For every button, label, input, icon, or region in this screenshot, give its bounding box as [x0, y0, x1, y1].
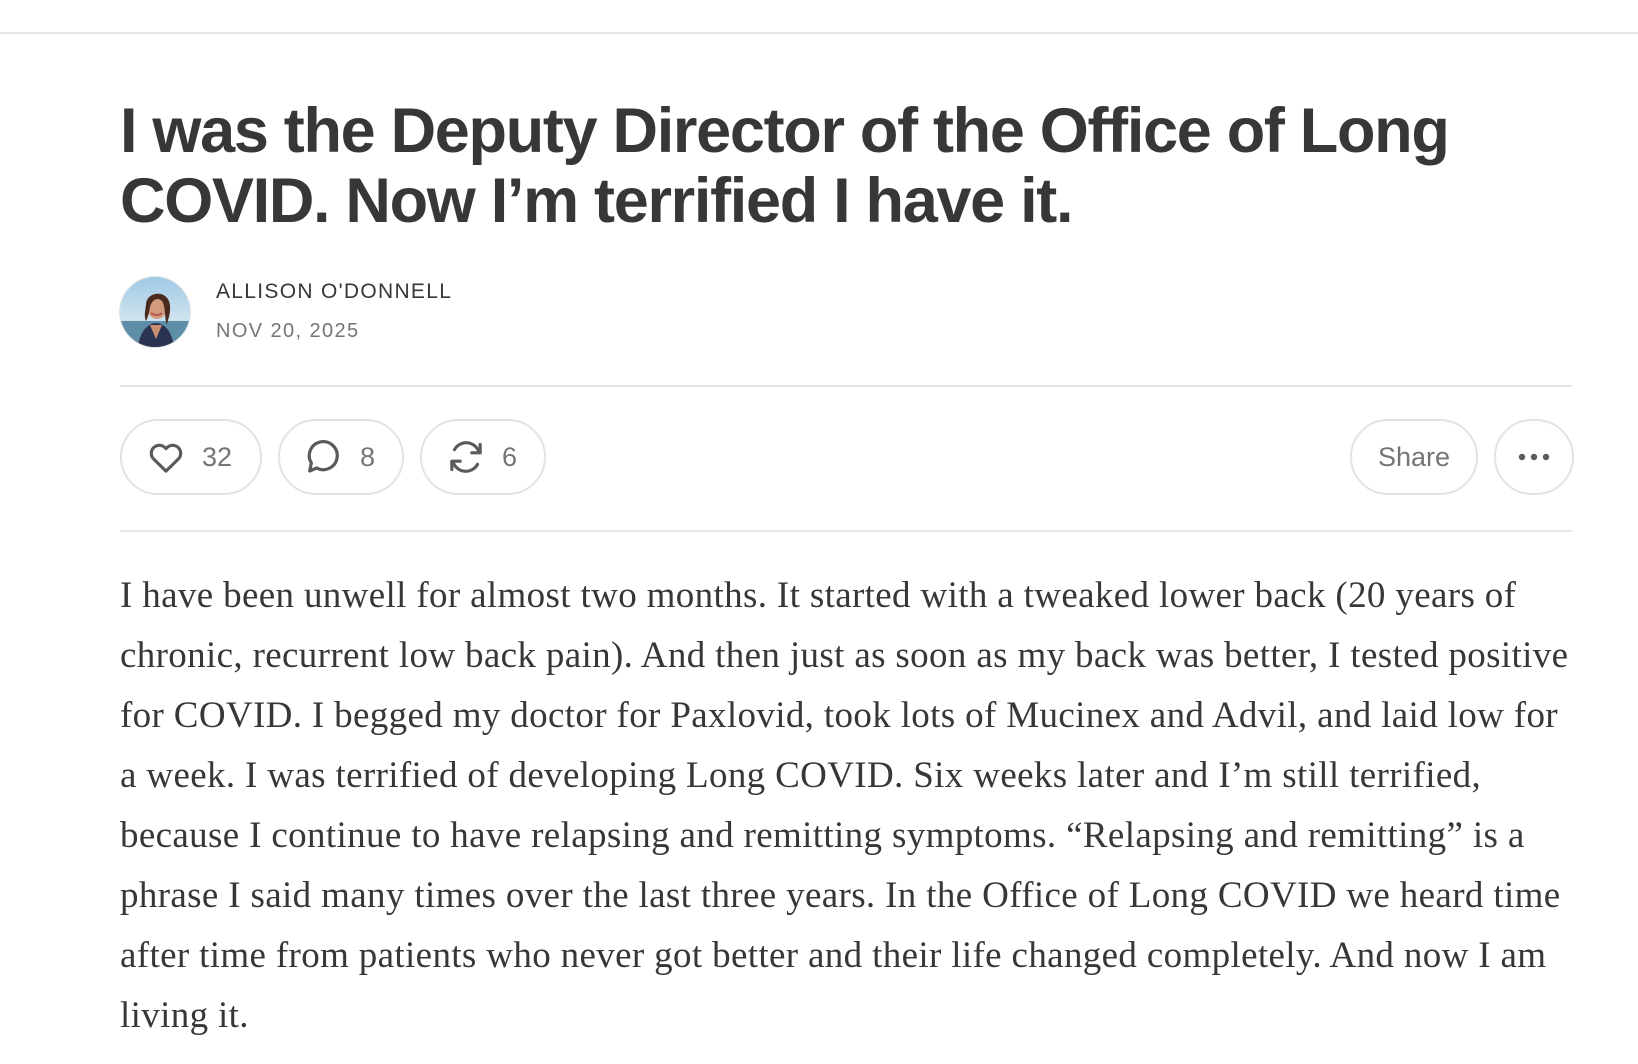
- comment-count: 8: [360, 441, 376, 472]
- like-button[interactable]: [120, 419, 262, 495]
- author-avatar[interactable]: [120, 277, 190, 347]
- comment-icon: [304, 437, 344, 477]
- ellipsis-icon: [1517, 452, 1551, 462]
- author-photo: [120, 277, 190, 347]
- divider: [120, 385, 1572, 387]
- more-options-button[interactable]: [1494, 419, 1574, 495]
- author-name[interactable]: ALLISON O'DONNELL: [216, 280, 453, 303]
- restack-count: 6: [502, 441, 518, 472]
- top-divider: [0, 32, 1638, 34]
- post-date: NOV 20, 2025: [216, 320, 360, 342]
- restack-icon: [446, 437, 486, 477]
- like-count: 32: [202, 441, 233, 472]
- heart-icon: [146, 437, 186, 477]
- post-body: I have been unwell for almost two months. It started with a tweaked lower back (20 years of chronic, recurrent low back pain). And then just as soon as my back was better, I tested positive for COVID. I begged my doctor for Paxlovid, took lots of Mucinex and Advil, and laid low for a week. I was terrified of developing Long COVID. Six weeks later and I’m still terrified, because I continue to have relapsing and remitting symptoms. “Relapsing and remitting” is a phrase I said many times over the last three years. In the Office of Long COVID we heard time after time from patients who never got better and their life changed completely. And now I am living it.: [120, 575, 1569, 1036]
- post-actions-bar: [120, 419, 1572, 499]
- post-title: I was the Deputy Director of the Office of Long COVID. Now I’m terrified I have it.: [120, 96, 1449, 236]
- comment-button[interactable]: [278, 419, 404, 495]
- byline: [120, 277, 820, 349]
- restack-button[interactable]: [420, 419, 546, 495]
- share-button[interactable]: Share: [1350, 419, 1478, 495]
- divider: [120, 530, 1572, 532]
